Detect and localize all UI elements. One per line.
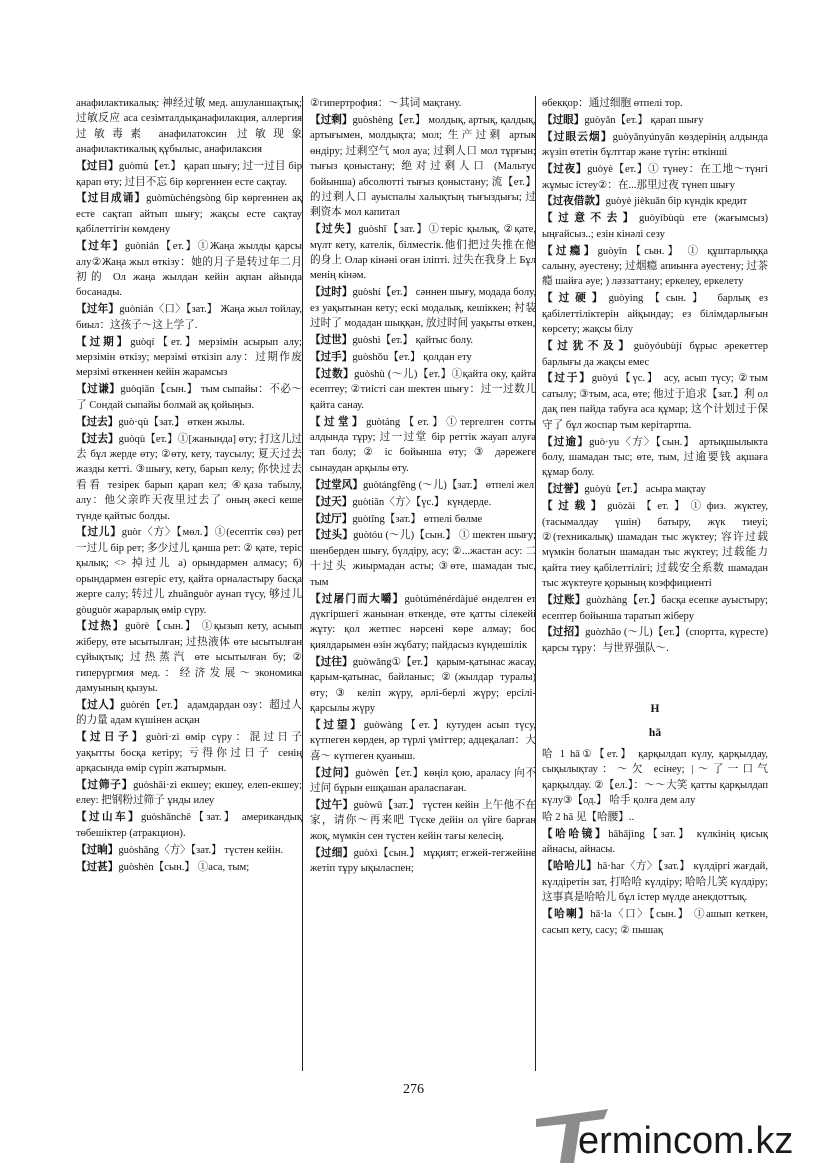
entry-headword: 【过期】 <box>76 336 131 348</box>
termincom-watermark-logo <box>530 1105 820 1167</box>
dictionary-entry <box>310 766 536 797</box>
entry-definition: guònián〈口〉【зат.】 Жаңа жыл тойлау, биыл：这孩子～这上学了. <box>76 304 302 331</box>
dictionary-entry <box>76 810 302 841</box>
entry-definition: guòyù【ет.】 асыра мақтау <box>584 484 706 496</box>
entry-headword: 【过眼云烟】 <box>542 131 613 143</box>
entry-headword: 【过硬】 <box>542 293 609 305</box>
entry-definition: guòzài【ет.】①физ. жүктеу, (тасымалдау үшін) батыру, жүк тиеуі; ②(техникалық) шамадан тыс жүктеу; 容许过载 мүмкін болатын шамадан тыс жүктеу; 过载能力 қайта тиеу қабілеттілігі; 过载安全系数 шамадан тыс жүктеуге қорының коэффициенті <box>542 501 768 590</box>
entry-headword: 【过年】 <box>76 304 120 316</box>
entry-definition: guò·qù【зат.】 өткен жылы. <box>118 416 245 428</box>
dictionary-entry <box>542 810 768 825</box>
entry-headword: 【过头】 <box>310 530 354 542</box>
entry-headword: 【过甚】 <box>76 861 119 873</box>
entry-headword: 【过世】 <box>310 335 353 347</box>
dictionary-entry <box>542 859 768 905</box>
entry-headword: 【过目】 <box>76 161 119 173</box>
entry-definition: guòwǎng①【ет.】 қарым-қатынас жасау, қарым-қатынас, байланыс; ②(жылдар туралы) өту; ③ келіп жүру, әрлі-берлі жүру; ерсілі-қарсылы жүру <box>310 656 536 714</box>
entry-definition: guòrén【ет.】 адамдардан озу：超过人的力量 адам күшінен асқан <box>76 699 302 727</box>
entry-headword: 【过儿】 <box>76 527 122 539</box>
entry-headword: 【过失】 <box>310 224 359 236</box>
svg-text:ermincom.kz: ermincom.kz <box>578 1120 794 1162</box>
entry-definition: guòshèn【сын.】 ①аса, тым; <box>118 861 250 873</box>
entry-definition: guòyóubùjí бұрыс әрекеттер барлығы да жақсы емес <box>542 341 768 368</box>
entry-headword: 【过午】 <box>310 799 354 811</box>
dictionary-entry <box>310 96 536 111</box>
entry-definition: guòyǎnyúnyān көздерінің алдында жүзіп өтетін бұлттар және түтін: өткінші <box>542 131 768 159</box>
entry-headword: 【过往】 <box>310 656 353 668</box>
entry-definition: guòtúménérdàjué өнделген ет дүкгіршегі жанынан өткенде, өте қатты сілекейі жұту: қол жетпес нәрсені көре алмау; бос қиялдарымен өзін жұбату; пайдасыз күндешілік <box>310 593 536 651</box>
dictionary-entry <box>76 432 302 524</box>
entry-definition: 哈 2 hā 见【哈腰】.. <box>542 812 635 824</box>
entry-headword: 【哈哈镜】 <box>542 829 609 841</box>
entry-definition: hā·har〈方〉【зат.】 күлдіргі жағдай, күлдіретін зат, 打哈哈 күлдіру; 哈哈儿笑 күлдіру; 这事真是哈哈儿 бұл істер мүлде анекдоттық. <box>542 861 768 904</box>
entry-definition: guòqí【ет.】мерзімін асырып алу; мерзімін өткізу; мерзімі өткізіп алу：过期作废 мерзімі өткеннен кейін жарамсыз <box>76 336 302 379</box>
entry-definition: guòyìng【сын.】 барлық ез қабілеттіліктерін айқындау; ез білімдарлығын көрсету; жақсы білу <box>542 293 768 336</box>
entry-headword: 【过天】 <box>310 496 353 508</box>
entry-definition: guòzhāo (～儿)【ет.】(спортта, күресте) қарсы тұру：与世界强队～. <box>542 627 768 654</box>
entry-headword: 【过热】 <box>76 621 126 633</box>
entry-definition: guòshí【ет.】 сәннен шығу, модада болу, ез уақытынан кету; ескі модалық, кешіккен; 衬装过时了 модадан шыққан, 放过时间 уақыты өткен, <box>310 287 536 330</box>
entry-headword: 【过年】 <box>76 241 125 253</box>
entry-definition: guòshǎng〈方〉【зат.】 түстен кейін. <box>118 844 284 856</box>
entry-headword: 【过细】 <box>310 847 354 859</box>
entry-definition: guòshì【ет.】 қайтыс болу. <box>352 335 473 347</box>
dictionary-entry <box>76 96 302 158</box>
section-letter-heading: H <box>650 703 660 716</box>
entry-headword: 【过厅】 <box>310 513 353 525</box>
entry-headword: 【过数】 <box>310 368 355 380</box>
dictionary-entry <box>76 619 302 696</box>
dictionary-entry <box>76 525 302 617</box>
entry-definition: guòyè【ет.】① түнеу：在工地～түнгі жұмыс істеу②：在...那里过夜 түнеп шығу <box>542 164 768 191</box>
dictionary-entry <box>310 846 536 877</box>
dictionary-entry <box>76 843 302 858</box>
entry-headword: 【过招】 <box>542 627 586 639</box>
entry-headword: 【过晌】 <box>76 844 119 856</box>
entry-definition: guòyǎn【ет.】 қарап шығу <box>584 114 704 126</box>
dictionary-entry <box>542 499 768 591</box>
dictionary-entry <box>310 415 536 477</box>
entry-definition: guòshāi·zi екшеу; екшеу, елеп-екшеу; елеу: 把钢粉过筛子 ұнды илеу <box>76 779 302 807</box>
dictionary-entry <box>542 371 768 433</box>
entry-definition: guòtángfēng (～儿)【зат.】 өтпелі жел <box>362 479 535 491</box>
dictionary-entry <box>542 435 768 481</box>
dictionary-entry <box>542 593 768 624</box>
dictionary-entry <box>76 698 302 729</box>
entry-definition: guòwèn【ет.】көңіл қою, араласу 向不过问 бұрын ешқашан араласпаған. <box>310 767 536 794</box>
dictionary-entry <box>310 528 536 590</box>
section-syllable-heading: hā <box>648 726 662 739</box>
entry-definition: hāhājìng【зат.】 күлкінің қисық айнасы, айнасы. <box>542 829 768 856</box>
entry-definition: guòyìbùqù ете (жағымсыз) ыңғайсыз..; езін кінәлі сезу <box>542 213 768 240</box>
entry-headword: 【过目成诵】 <box>76 193 147 205</box>
entry-headword: 【哈喇】 <box>542 909 591 921</box>
dictionary-column-3 <box>542 96 768 1086</box>
dictionary-entry <box>542 291 768 337</box>
entry-headword: 【过眼】 <box>542 114 585 126</box>
entry-definition: guòtáng【ет.】①тергелген сотты алдында тұру; 过一过堂 бір реттік жауап алуға тап болу; ② іс бойынша өту; ③ дәрежеге сынаудан арқылы өту. <box>310 416 536 474</box>
dictionary-entry <box>542 827 768 858</box>
dictionary-entry <box>310 113 536 221</box>
dictionary-entry <box>310 798 536 844</box>
entry-headword: 【过犹不及】 <box>542 341 634 353</box>
entry-definition: guòshānchē【зат.】 американдық төбешіктер (атракцион). <box>76 812 302 839</box>
entry-headword: 【过屠门而大嚼】 <box>310 593 405 605</box>
entry-definition: анафилактикалық: 神经过敏 мед. ашуланшақтық; 过敏反应 аса сезімталдықанафилакция, аллергия 过敏毒素 анафилатоксин 过敏现象 анафилактикалық құбылыс, анафилаксия <box>76 98 302 156</box>
dictionary-entry <box>76 191 302 237</box>
entry-definition: guòzhàng【ет.】басқа есепке ауыстыру; есептер бойынша таратып жіберу <box>542 595 768 622</box>
dictionary-entry <box>310 285 536 331</box>
dictionary-column-2 <box>310 96 536 1086</box>
dictionary-entry <box>542 482 768 497</box>
column-divider <box>535 96 536 1071</box>
entry-headword: 【过山车】 <box>76 812 141 824</box>
dictionary-entry <box>542 96 768 111</box>
dictionary-entry <box>310 655 536 717</box>
dictionary-entry <box>542 113 768 128</box>
page-number: 276 <box>403 1082 424 1097</box>
dictionary-entry <box>76 415 302 430</box>
dictionary-entry <box>76 860 302 875</box>
dictionary-entry <box>76 382 302 413</box>
entry-headword: 【过去】 <box>76 416 119 428</box>
dictionary-entry <box>542 907 768 938</box>
entry-headword: 【过瘾】 <box>542 245 598 257</box>
dictionary-entry <box>310 367 536 413</box>
entry-headword: 【过筛子】 <box>76 779 134 791</box>
entry-headword: 【过账】 <box>542 595 587 607</box>
dictionary-entry <box>310 512 536 527</box>
dictionary-entry <box>542 625 768 656</box>
entry-headword: 【过于】 <box>542 373 592 385</box>
entry-definition: guòyǐn【сын.】 ① құштарлыққа салыну, әуестену; 过烟瘾 апиынға әуестену; 过茶瘾 шайға әуе; ) ләззаттану; еркелеу, еркелету <box>542 245 768 288</box>
entry-headword: 【过人】 <box>76 699 121 711</box>
entry-headword: 【过手】 <box>310 352 353 363</box>
dictionary-entry <box>76 730 302 776</box>
dictionary-entry <box>310 495 536 510</box>
entry-definition: guò·yu〈方〉【сын.】 артықшылыкта болу, шамадан тыс; өте, тым, 过逾要钱 ақшаға құмар болу. <box>542 436 768 479</box>
dictionary-entry <box>76 778 302 809</box>
entry-definition: guòxì【сын.】 мұқият; егжей-тегжейіне жетіп тұру ықыласпен; <box>310 847 536 874</box>
entry-definition: өбекқор：通过细胞 өтпелі тор. <box>542 98 683 109</box>
entry-definition: guòtīng【зат.】 өтпелі бөлме <box>352 513 483 525</box>
entry-headword: 【过去】 <box>76 433 119 445</box>
dictionary-entry <box>76 159 302 190</box>
entry-definition: guòqiān【сын.】 тым сыпайы：不必～了 Сондай сыпайы болмай ақ қойыңыз. <box>76 384 302 411</box>
entry-headword: 【过意不去】 <box>542 213 639 225</box>
dictionary-entry <box>310 718 536 764</box>
entry-headword: 【过堂风】 <box>310 479 363 491</box>
entry-headword: 【过问】 <box>310 767 356 779</box>
entry-definition: guòyè jièkuǎn бір күндік кредит <box>605 196 748 208</box>
entry-definition: guònián【ет.】①Жаңа жылды қарсы алу②Жаңа жыл өткізу：她的月子是转过年二月初的 Ол жаңа жылдан кейін ақпан айында босанады. <box>76 241 302 299</box>
dictionary-entry <box>542 130 768 161</box>
entry-headword: 【过载】 <box>542 501 608 513</box>
entry-definition: guòtiān〈方〉【үс.】 күндерде. <box>352 496 492 508</box>
dictionary-entry <box>76 239 302 301</box>
entry-definition: guòqù【ет.】①[жанында] өту; 打这儿过去 бұл жерде өту; ②өту, кету, таусылу; 夏天过去 жазды кетті. ③шығу, кету, барып келу; 你快过去看看 тезірек барып қарап кел; ④қаза табылу, алу：他父亲昨天夜里过去了 оның әкесі кеше түнде қайтыс болды. <box>76 433 302 522</box>
dictionary-entry <box>542 162 768 193</box>
entry-definition: guòyú【үс.】 асу, асып түсу; ②тым сатылу; ③тым, аса, өте; 他过于追求【зат.】利 ол дақ пен пайда табуға аса құмар; 这个计划过于保守了 бұл жоспар тым керітартпа. <box>542 373 768 431</box>
dictionary-entry <box>542 194 768 209</box>
dictionary-entry <box>542 747 768 809</box>
entry-definition: guòshī【зат.】①теріс қылық, ②қате, мүлт кету, кателік, білместік.他们把过失推在他的身上 Олар кінәні оған іліпті. 过失在我身上 Бұл менің кінәм. <box>310 224 536 282</box>
entry-headword: 【过日子】 <box>76 732 146 744</box>
entry-headword: 【过谦】 <box>76 384 121 396</box>
entry-headword: 【过夜借款】 <box>542 196 606 208</box>
dictionary-entry <box>542 339 768 370</box>
dictionary-entry <box>310 222 536 284</box>
entry-headword: 【过夜】 <box>542 164 588 176</box>
entry-headword: 【过剩】 <box>310 114 353 126</box>
dictionary-entry <box>310 333 536 348</box>
dictionary-entry <box>76 302 302 333</box>
entry-definition: 哈 1 hā①【ет.】 қарқылдап күлу, қарқылдау, сықылықтау：～欠 есінеу; |～了一口气 қарқылдау. ②【ел.】：～～大笑 қатты қарқылдап күлу③【од.】 哈手 қолға дем алу <box>542 749 768 807</box>
entry-definition: guòmù【ет.】 қарап шығу; 过一过目 бір қарап өту; 过目不忘 бір көргеннен есте сақтау. <box>76 161 302 188</box>
dictionary-entry <box>310 350 536 365</box>
dictionary-entry <box>76 335 302 381</box>
dictionary-entry <box>310 478 536 493</box>
entry-definition: hā·la〈口〉【сын.】 ①ашып кеткен, сасып кету, сасу; ② пышақ <box>542 909 768 936</box>
entry-definition: guòwǔ【зат.】 түстен кейін 上午他不在家，请你～再来吧 Түске дейін ол үйге барған жоқ, мүмкін сен түстен кейін тағы келесің. <box>310 799 536 842</box>
dictionary-entry <box>542 211 768 242</box>
entry-definition: guòrè【сын.】 ①қызып кету, асыып жіберу, өте ысытылған; 过热液体 өте ысытылған сұйықтық; 过热蒸汽 өте ысытылған бу; ② гиперүргмия мед.：经济发展～экономика дамуының қызуы. <box>76 621 302 695</box>
entry-headword: 【过逾】 <box>542 436 590 448</box>
entry-headword: 【过望】 <box>310 719 364 731</box>
column-divider <box>302 96 303 1071</box>
dictionary-entry <box>310 592 536 654</box>
entry-definition: guòshèng【ет.】 молдық, артық, қалдық, артығымен, молдықта; мол; 生产过剩 артық өндіру; 过剩空气 мол ауа; 过剩人口 мол тұрғын; тығыз қоныстану; 绝对过剩人口 (Мальтус бойынша) абсолютті тығыз қоныстану; 流【ет.】的过剩人口 ауыспалы халықтың тығыздығы; 过剩资本 мол капитал <box>310 114 536 219</box>
entry-headword: 【过时】 <box>310 287 353 299</box>
entry-headword: 【过堂】 <box>310 416 367 428</box>
entry-headword: 【哈哈儿】 <box>542 861 598 873</box>
dictionary-entry <box>542 244 768 290</box>
entry-definition: guòwàng【ет.】кутуден асып түсу, күтпеген көрден, әр түрлі үміттер; адцеқалап：大喜～ күтпеген қуаныш. <box>310 719 536 762</box>
entry-definition: guòtóu (～儿)【сын.】 ① шектен шығу; шенберден шығу, бүлдіру, асу; ②...жастан асу: 二十过头 жиырмадан асты; ③өте, шамадан тыс, тым <box>310 530 536 588</box>
entry-definition: ②гипертрофия：～其词 мақтану. <box>310 98 462 109</box>
entry-definition: guòmùchéngsòng бір көргеннен ақ есте сақтап айтып шығу; жақсы есте сақтау қабілеттігін көмдену <box>76 193 302 236</box>
entry-definition: guòshù (～儿)【ет.】①қайта оку, қайта есептеу; ②тиісті сан шектен шығу：过一过数儿 қайта санау. <box>310 368 536 411</box>
dictionary-column-1 <box>76 96 302 1086</box>
entry-definition: guòr〈方〉【мөл.】①(есептік сөз) рет 一过儿 бір рет; 多少过儿 қанша рет: ② қате, теріс қылық; <> 掉过儿 а) орындармен алмасу; б) орындармен өзгеріс ету, қайта орналастыру басқа жерге салу; 转过儿 zhuǎnguòr аунап түсу, 够过儿 gòuguòr жарарлық өмір сүру. <box>76 527 302 616</box>
entry-headword: 【过誉】 <box>542 484 585 496</box>
entry-definition: guòshǒu【ет.】 қолдан ету <box>352 352 472 363</box>
entry-definition: guòrì·zi өмір сүру：混过日子 уақытты босқа кетіру; 亏得你过日子 сенің арқасында өмір сүріп жатырмын. <box>76 732 302 775</box>
